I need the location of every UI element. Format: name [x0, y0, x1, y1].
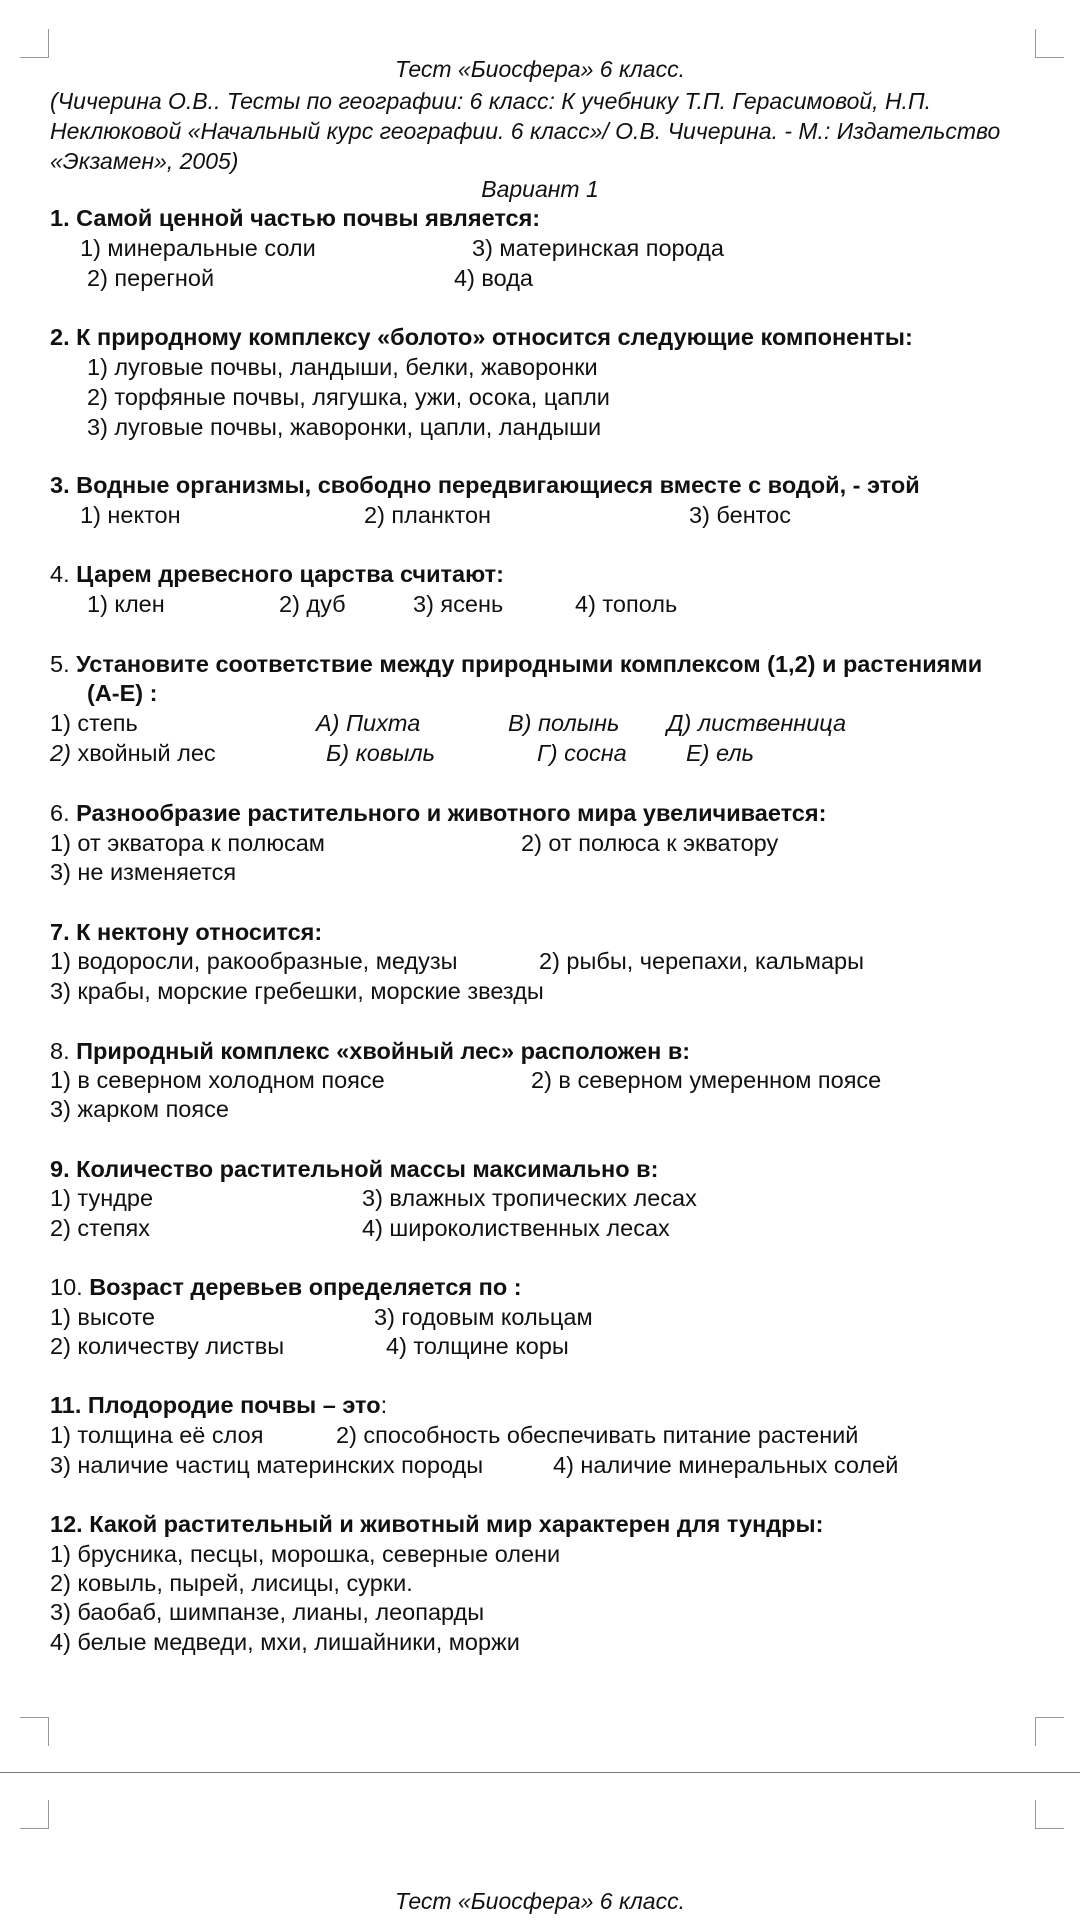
- document-title: Тест «Биосфера» 6 класс.: [395, 56, 685, 82]
- q11-option-2: 2) способность обеспечивать питание растений: [336, 1422, 859, 1448]
- question-8: [50, 1038, 690, 1065]
- q2-option-1: 1) луговые почвы, ландыши, белки, жаворонки: [87, 354, 598, 380]
- question-10-text: Возраст деревьев определяется по :: [89, 1274, 522, 1300]
- q5-option-2-text: хвойный лес: [77, 740, 216, 766]
- question-5-number: 5.: [50, 651, 77, 677]
- question-11-colon: :: [380, 1392, 388, 1418]
- q11-option-4: 4) наличие минеральных солей: [553, 1452, 899, 1478]
- q2-option-2: 2) торфяные почвы, лягушка, ужи, осока, цапли: [87, 384, 610, 410]
- question-3: 3. Водные организмы, свободно передвигающиеся вместе с водой, - этой: [50, 472, 920, 498]
- q5-plant-v: В) полынь: [508, 710, 620, 736]
- q12-option-4: 4) белые медведи, мхи, лишайники, моржи: [50, 1629, 520, 1655]
- q1-option-2: 2) перегной: [87, 265, 215, 291]
- crop-mark-page2-right: [1035, 1800, 1064, 1829]
- question-4: [50, 561, 504, 588]
- q7-option-3: 3) крабы, морские гребешки, морские звезды: [50, 978, 544, 1004]
- q10-option-2: 2) количеству листвы: [50, 1333, 285, 1359]
- q5-option-2: [50, 740, 216, 767]
- next-page-title: Тест «Биосфера» 6 класс.: [395, 1888, 685, 1914]
- crop-mark-top-right: [1035, 29, 1064, 58]
- crop-mark-bottom-right: [1035, 1717, 1064, 1746]
- question-11-text: 11. Плодородие почвы – это: [50, 1392, 381, 1418]
- q3-option-1: 1) нектон: [80, 502, 181, 528]
- question-6-number: 6.: [50, 800, 77, 826]
- q5-plant-g: Г) сосна: [537, 740, 627, 766]
- q5-option-1: 1) степь: [50, 710, 138, 736]
- q6-option-1: 1) от экватора к полюсам: [50, 830, 325, 856]
- question-6-text: Разнообразие растительного и животного мира увеличивается:: [76, 800, 827, 826]
- q7-option-1: 1) водоросли, ракообразные, медузы: [50, 948, 458, 974]
- q6-option-3: 3) не изменяется: [50, 859, 237, 885]
- q1-option-1: 1) минеральные соли: [80, 235, 316, 261]
- q9-option-3: 3) влажных тропических лесах: [362, 1185, 697, 1211]
- question-11: [50, 1392, 387, 1419]
- q9-option-1: 1) тундре: [50, 1185, 154, 1211]
- q3-option-2: 2) планктон: [364, 502, 492, 528]
- source-citation: (Чичерина О.В.. Тесты по географии: 6 класс: К учебнику Т.П. Герасимовой, Н.П. Неклюковой «Начальный курс географии. 6 класс»/ О.В. Чичерина. - М.: Издательство «Экзамен», 2005): [50, 88, 1001, 174]
- q3-option-3: 3) бентос: [689, 502, 791, 528]
- question-10: [50, 1274, 522, 1301]
- q5-plant-a: А) Пихта: [316, 710, 421, 736]
- q4-option-2: 2) дуб: [279, 591, 346, 617]
- q8-option-1: 1) в северном холодном поясе: [50, 1067, 385, 1093]
- q5-plant-e: Е) ель: [686, 740, 754, 766]
- q10-option-3: 3) годовым кольцам: [374, 1304, 593, 1330]
- q4-option-3: 3) ясень: [413, 591, 504, 617]
- q1-option-4: 4) вода: [454, 265, 533, 291]
- question-6: [50, 800, 826, 827]
- question-8-number: 8.: [50, 1038, 77, 1064]
- question-2: 2. К природному комплексу «болото» относится следующие компоненты:: [50, 324, 913, 350]
- q9-option-2: 2) степях: [50, 1215, 150, 1241]
- q6-option-2: 2) от полюса к экватору: [521, 830, 779, 856]
- question-12: 12. Какой растительный и животный мир характерен для тундры:: [50, 1511, 824, 1537]
- question-10-number: 10.: [50, 1274, 90, 1300]
- q9-option-4: 4) широколиственных лесах: [362, 1215, 670, 1241]
- q11-option-3: 3) наличие частиц материнских породы: [50, 1452, 484, 1478]
- q5-option-2-number: 2): [50, 740, 78, 766]
- question-8-text: Природный комплекс «хвойный лес» расположен в:: [76, 1038, 691, 1064]
- q2-option-3: 3) луговые почвы, жаворонки, цапли, ландыши: [87, 414, 602, 440]
- q10-option-4: 4) толщине коры: [386, 1333, 569, 1359]
- question-1: 1. Самой ценной частью почвы является:: [50, 205, 541, 231]
- q8-option-3: 3) жарком поясе: [50, 1096, 229, 1122]
- question-5-text: Установите соответствие между природными комплексом (1,2) и растениями: [76, 651, 983, 677]
- crop-mark-page2-left: [20, 1800, 49, 1829]
- variant-heading: Вариант 1: [481, 176, 599, 202]
- q5-plant-d: Д) лиственница: [667, 710, 847, 736]
- q5-plant-b: Б) ковыль: [326, 740, 435, 766]
- q12-option-1: 1) брусника, песцы, морошка, северные олени: [50, 1541, 561, 1567]
- page-separator: [0, 1772, 1080, 1773]
- q11-option-1: 1) толщина её слоя: [50, 1422, 264, 1448]
- q1-option-3: 3) материнская порода: [472, 235, 724, 261]
- question-4-text: Царем древесного царства считают:: [76, 561, 504, 587]
- question-7: 7. К нектону относится:: [50, 919, 323, 945]
- crop-mark-top-left: [20, 29, 49, 58]
- question-9: 9. Количество растительной массы максимально в:: [50, 1156, 659, 1182]
- q7-option-2: 2) рыбы, черепахи, кальмары: [539, 948, 864, 974]
- q4-option-4: 4) тополь: [575, 591, 678, 617]
- q8-option-2: 2) в северном умеренном поясе: [531, 1067, 882, 1093]
- crop-mark-bottom-left: [20, 1717, 49, 1746]
- q12-option-2: 2) ковыль, пырей, лисицы, сурки.: [50, 1570, 413, 1596]
- question-4-number: 4.: [50, 561, 77, 587]
- q12-option-3: 3) баобаб, шимпанзе, лианы, леопарды: [50, 1599, 485, 1625]
- question-5: [50, 651, 982, 678]
- q4-option-1: 1) клен: [87, 591, 165, 617]
- question-5-continued: (А-Е) :: [87, 680, 158, 706]
- q10-option-1: 1) высоте: [50, 1304, 155, 1330]
